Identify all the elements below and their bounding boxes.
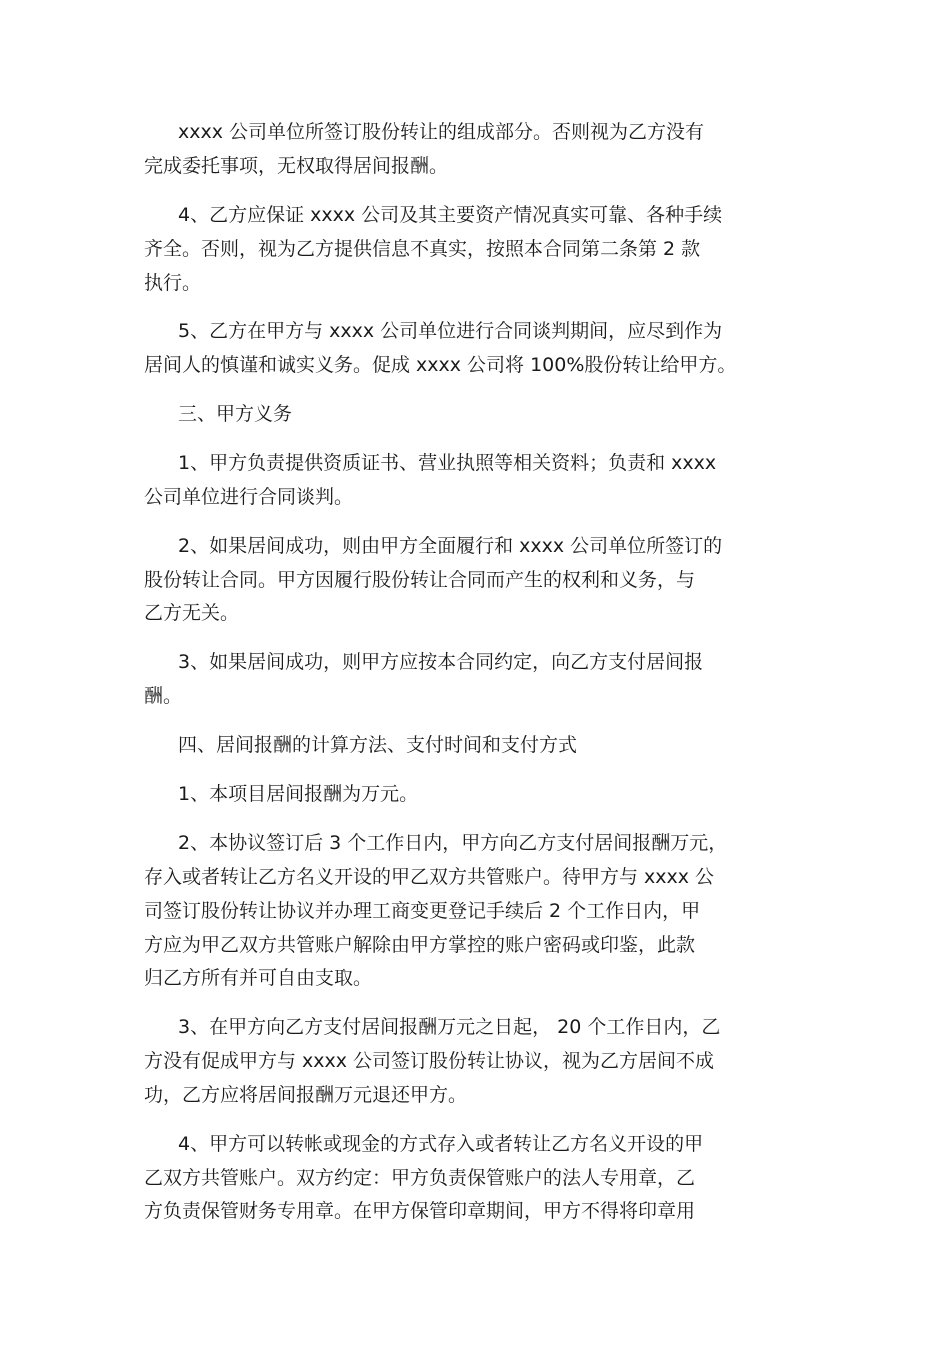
text-line: 2、如果居间成功，则由甲方全面履行和 xxxx 公司单位所签订的 [178,535,723,557]
text-line: xxxx 公司单位所签订股份转让的组成部分。否则视为乙方没有 [178,121,705,143]
text-line: 方负责保管财务专用章。在甲方保管印章期间，甲方不得将印章用 [144,1200,696,1222]
text-line: 执行。 [144,272,202,294]
text-line: 完成委托事项，无权取得居间报酬。 [144,155,449,177]
text-line: 5、乙方在甲方与 xxxx 公司单位进行合同谈判期间，应尽到作为 [178,320,723,342]
text-line: 1、甲方负责提供资质证书、营业执照等相关资料；负责和 xxxx [178,452,717,474]
text-line: 司签订股份转让协议并办理工商变更登记手续后 2 个工作日内，甲 [144,900,701,922]
text-line: 方没有促成甲方与 xxxx 公司签订股份转让协议，视为乙方居间不成 [144,1050,715,1072]
text-line: 乙方无关。 [144,602,240,624]
text-line: 3、如果居间成功，则甲方应按本合同约定，向乙方支付居间报 [178,651,704,673]
text-line: 功，乙方应将居间报酬万元退还甲方。 [144,1084,468,1106]
text-line: 3、在甲方向乙方支付居间报酬万元之日起， 20 个工作日内，乙 [178,1016,721,1038]
text-line: 居间人的慎谨和诚实义务。促成 xxxx 公司将 100%股份转让给甲方。 [144,354,737,376]
text-line: 归乙方所有并可自由支取。 [144,967,373,989]
text-line: 股份转让合同。甲方因履行股份转让合同而产生的权利和义务，与 [144,569,696,591]
text-line: 酬。 [144,685,183,707]
text-line: 乙双方共管账户。双方约定：甲方负责保管账户的法人专用章，乙 [144,1167,696,1189]
text-line: 4、甲方可以转帐或现金的方式存入或者转让乙方名义开设的甲 [178,1133,704,1155]
section-heading: 三、甲方义务 [178,403,293,425]
section-heading: 四、居间报酬的计算方法、支付时间和支付方式 [178,734,578,756]
text-line: 4、乙方应保证 xxxx 公司及其主要资产情况真实可靠、各种手续 [178,204,723,226]
text-line: 齐全。否则，视为乙方提供信息不真实，按照本合同第二条第 2 款 [144,238,701,260]
text-line: 方应为甲乙双方共管账户解除由甲方掌控的账户密码或印鉴，此款 [144,934,696,956]
text-line: 2、本协议签订后 3 个工作日内，甲方向乙方支付居间报酬万元， [178,832,728,854]
text-line: 存入或者转让乙方名义开设的甲乙双方共管账户。待甲方与 xxxx 公 [144,866,715,888]
text-line: 公司单位进行合同谈判。 [144,486,354,508]
text-line: 1、本项目居间报酬为万元。 [178,783,419,805]
